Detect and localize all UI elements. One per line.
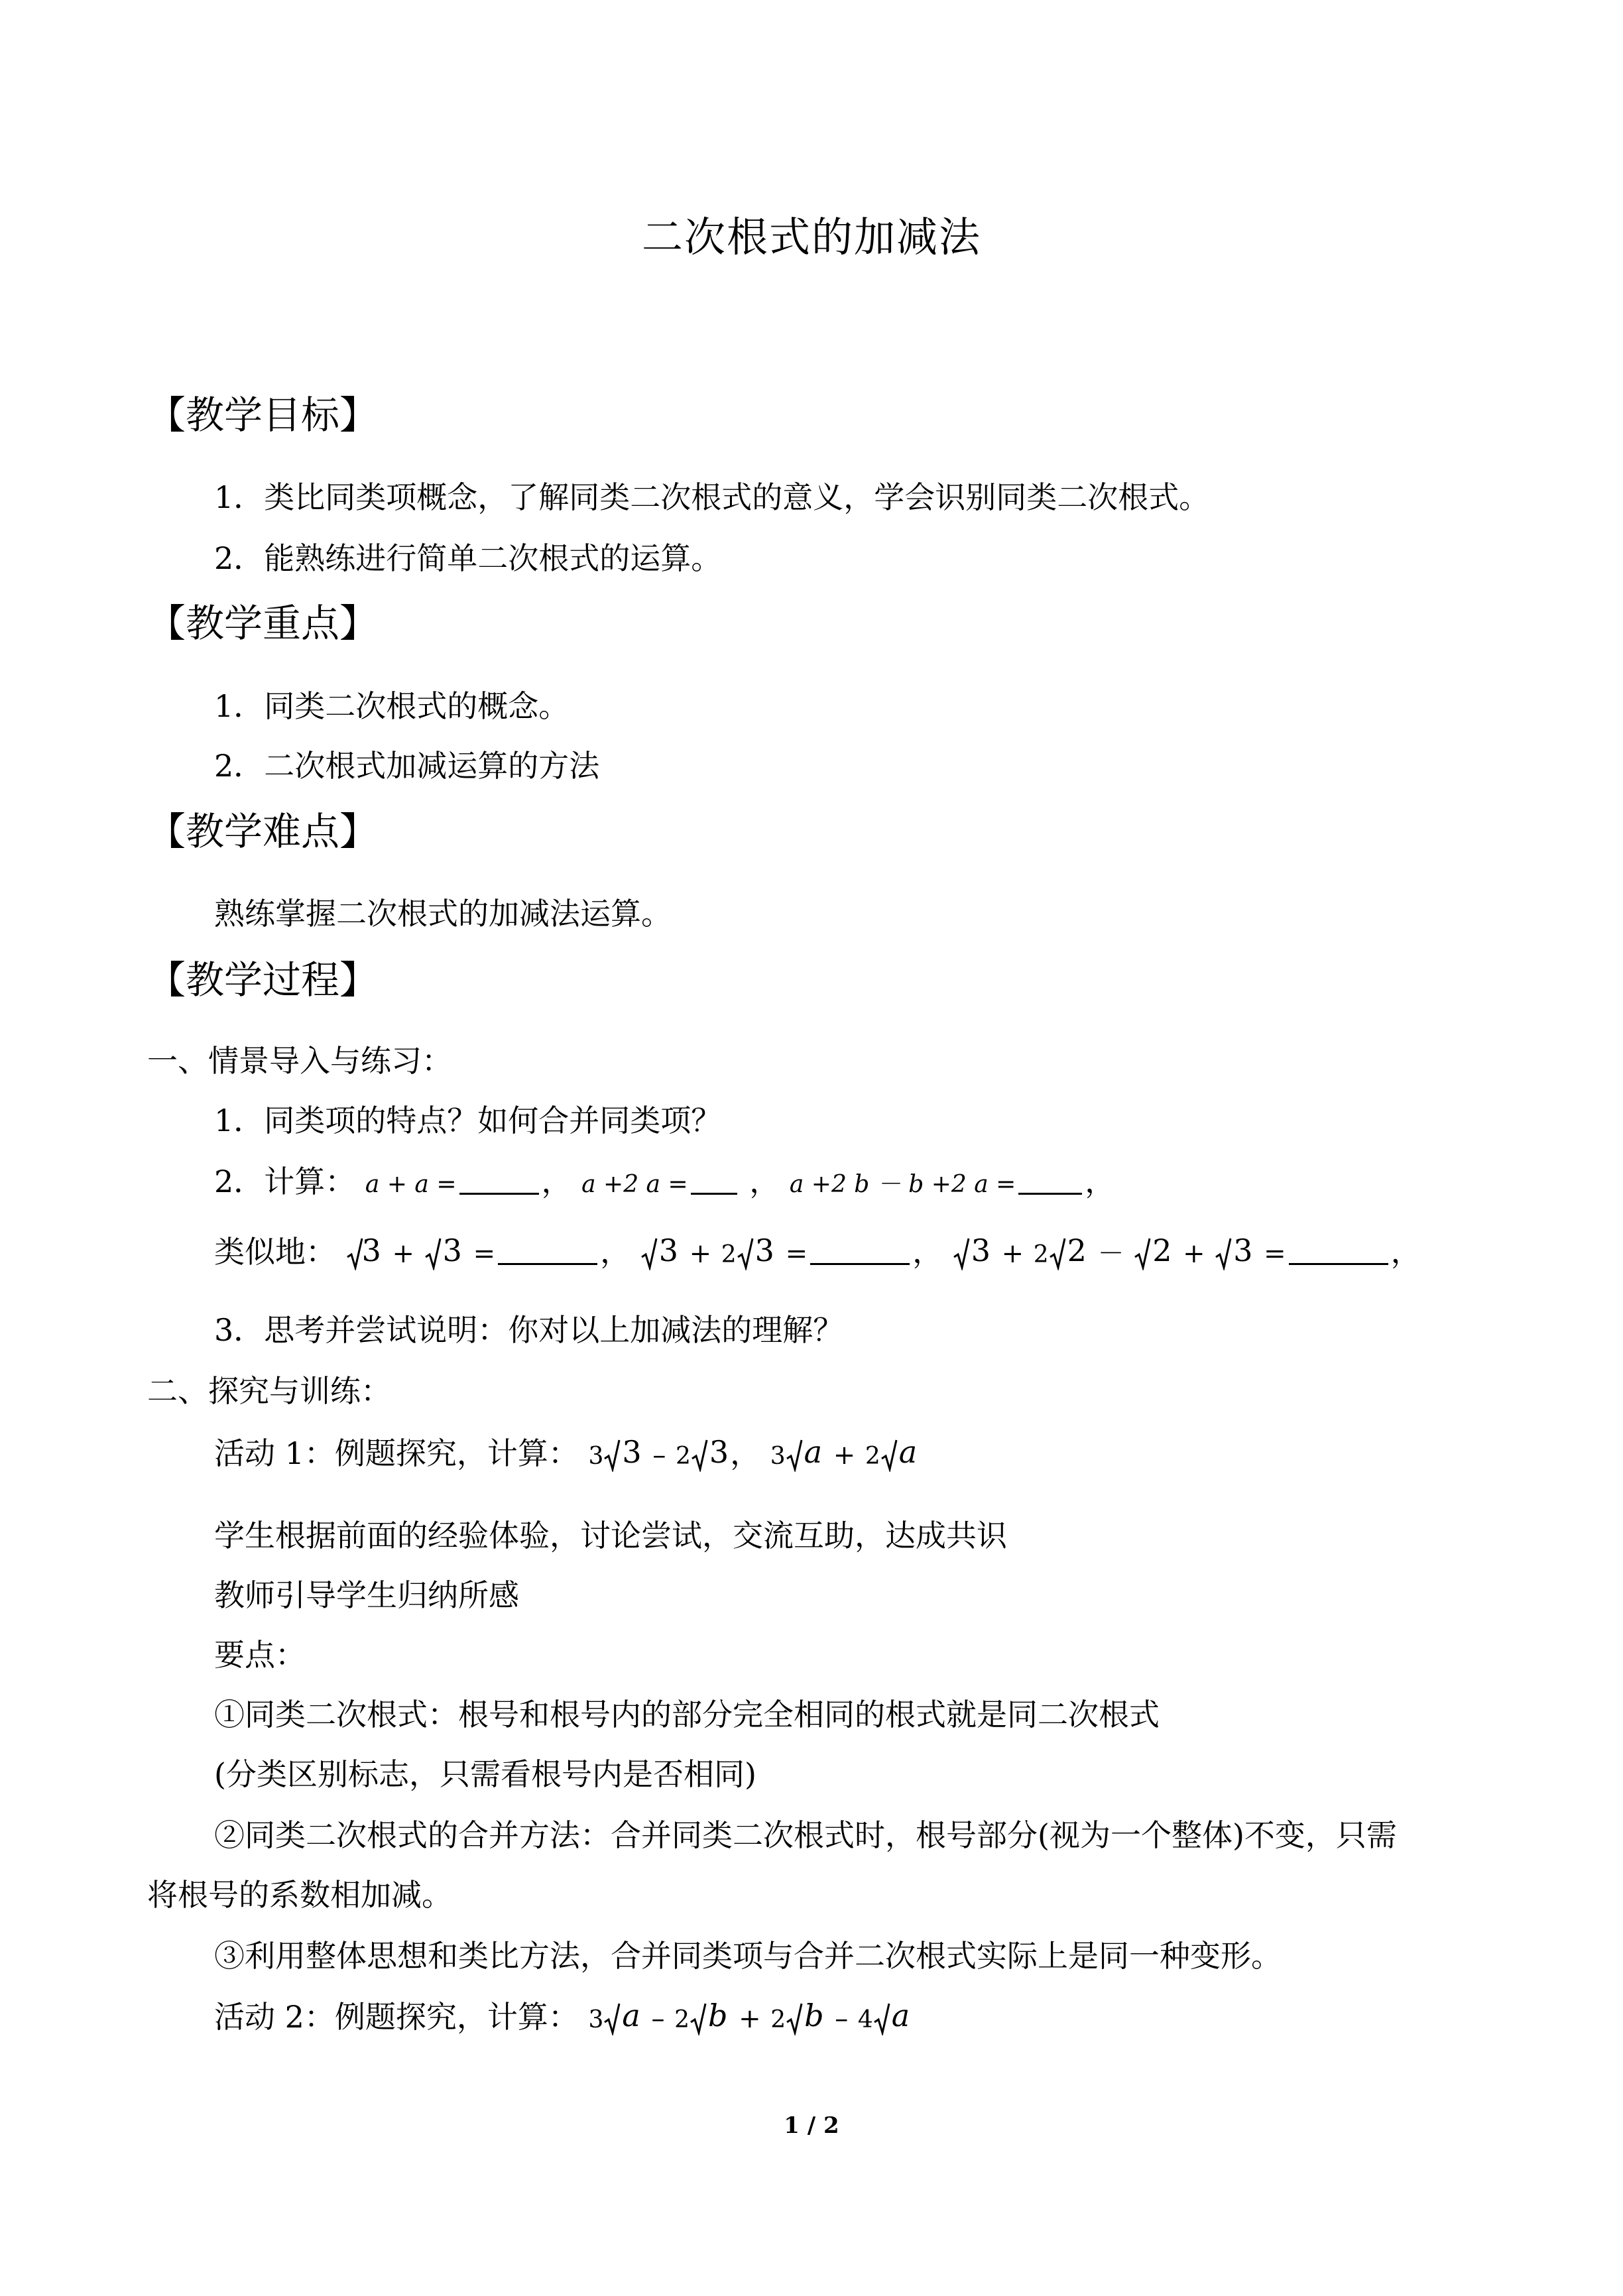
- similar-label: 类似地：: [214, 1234, 336, 1270]
- q2-expression-2: a +2 a =: [581, 1171, 688, 1198]
- similar-line: 类似地： 3 + 3 = ， 3 + 2 3 = ， 3 + 2 2 － 2 + 3 = ，: [214, 1231, 1421, 1275]
- objective-2: 2．能熟练进行简单二次根式的运算。: [214, 540, 722, 576]
- activity-1-label: 活动 1：例题探究，计算：: [214, 1435, 579, 1471]
- radical-sqrt3: 3: [953, 1231, 992, 1270]
- section2-title: 二、探究与训练：: [147, 1373, 391, 1409]
- point-2-line-2: 将根号的系数相加减。: [147, 1877, 452, 1913]
- key-point-2: 2．二次根式加减运算的方法: [214, 748, 600, 784]
- activity-1: 活动 1：例题探究，计算： 3 3 – 2 3 ， 3 a + 2 a: [214, 1432, 918, 1477]
- radical-sqrt3: 3: [640, 1231, 680, 1270]
- answer-blank: [691, 1165, 737, 1195]
- radical-sqrt3: 3: [424, 1231, 463, 1270]
- page-number: 1 / 2: [784, 2112, 839, 2139]
- answer-blank: [1289, 1235, 1388, 1265]
- point-2-line-1: ②同类二次根式的合并方法：合并同类二次根式时，根号部分(视为一个整体)不变，只需: [214, 1817, 1397, 1853]
- answer-blank: [810, 1235, 910, 1265]
- q2-expression-1: a + a =: [365, 1171, 457, 1198]
- question-3: 3．思考并尝试说明：你对以上加减法的理解？: [214, 1312, 844, 1348]
- radical-sqrt2: 2: [1049, 1231, 1088, 1270]
- radical-sqrt2: 2: [1134, 1231, 1173, 1270]
- answer-blank: [459, 1165, 539, 1195]
- radical-sqrt3: 3: [346, 1231, 383, 1270]
- question-1: 1．同类项的特点？如何合并同类项？: [214, 1103, 722, 1138]
- heading-objectives: 【教学目标】: [147, 393, 379, 438]
- radical-sqrt3: 3: [691, 1432, 730, 1472]
- radical-sqrt-b: b: [690, 1996, 729, 2035]
- heading-key-points: 【教学重点】: [147, 601, 379, 646]
- radical-sqrt3: 3: [603, 1432, 642, 1472]
- radical-sqrt-a: a: [880, 1432, 918, 1472]
- question-2: 2．计算： a + a = ， a +2 a = ， a +2 b － b +2 a = ，: [214, 1164, 1116, 1199]
- body-line: 教师引导学生归纳所感: [214, 1577, 519, 1613]
- point-3: ③利用整体思想和类比方法，合并同类项与合并二次根式实际上是同一种变形。: [214, 1938, 1282, 1974]
- activity-2-label: 活动 2：例题探究，计算：: [214, 1999, 579, 2035]
- objective-1: 1．类比同类项概念，了解同类二次根式的意义，学会识别同类二次根式。: [214, 479, 1210, 515]
- heading-process: 【教学过程】: [147, 957, 379, 1002]
- answer-blank: [498, 1235, 597, 1265]
- radical-sqrt-b: b: [786, 1996, 825, 2035]
- radical-sqrt3: 3: [737, 1231, 776, 1270]
- answer-blank: [1018, 1165, 1082, 1195]
- heading-difficulties: 【教学难点】: [147, 809, 379, 854]
- activity-2: 活动 2：例题探究，计算： 3 a – 2 b + 2 b – 4 a: [214, 1996, 911, 2040]
- body-line: 学生根据前面的经验体验，讨论尝试，交流互助，达成共识: [214, 1518, 1007, 1553]
- question-2-label: 2．计算：: [214, 1164, 356, 1199]
- point-1-note: (分类区别标志，只需看根号内是否相同): [214, 1756, 756, 1792]
- radical-sqrt-a: a: [786, 1432, 823, 1472]
- radical-sqrt3: 3: [1215, 1231, 1254, 1270]
- radical-sqrt-a: a: [603, 1996, 641, 2035]
- key-point-1: 1．同类二次根式的概念。: [214, 688, 570, 724]
- page-title: 二次根式的加减法: [641, 213, 981, 261]
- radical-sqrt-a: a: [873, 1996, 911, 2035]
- point-1: ①同类二次根式：根号和根号内的部分完全相同的根式就是同二次根式: [214, 1697, 1160, 1732]
- section1-title: 一、情景导入与练习：: [147, 1043, 452, 1079]
- q2-expression-3: a +2 b － b +2 a =: [789, 1171, 1016, 1198]
- difficulty-1: 熟练掌握二次根式的加减法运算。: [214, 896, 672, 932]
- body-line: 要点：: [214, 1637, 306, 1673]
